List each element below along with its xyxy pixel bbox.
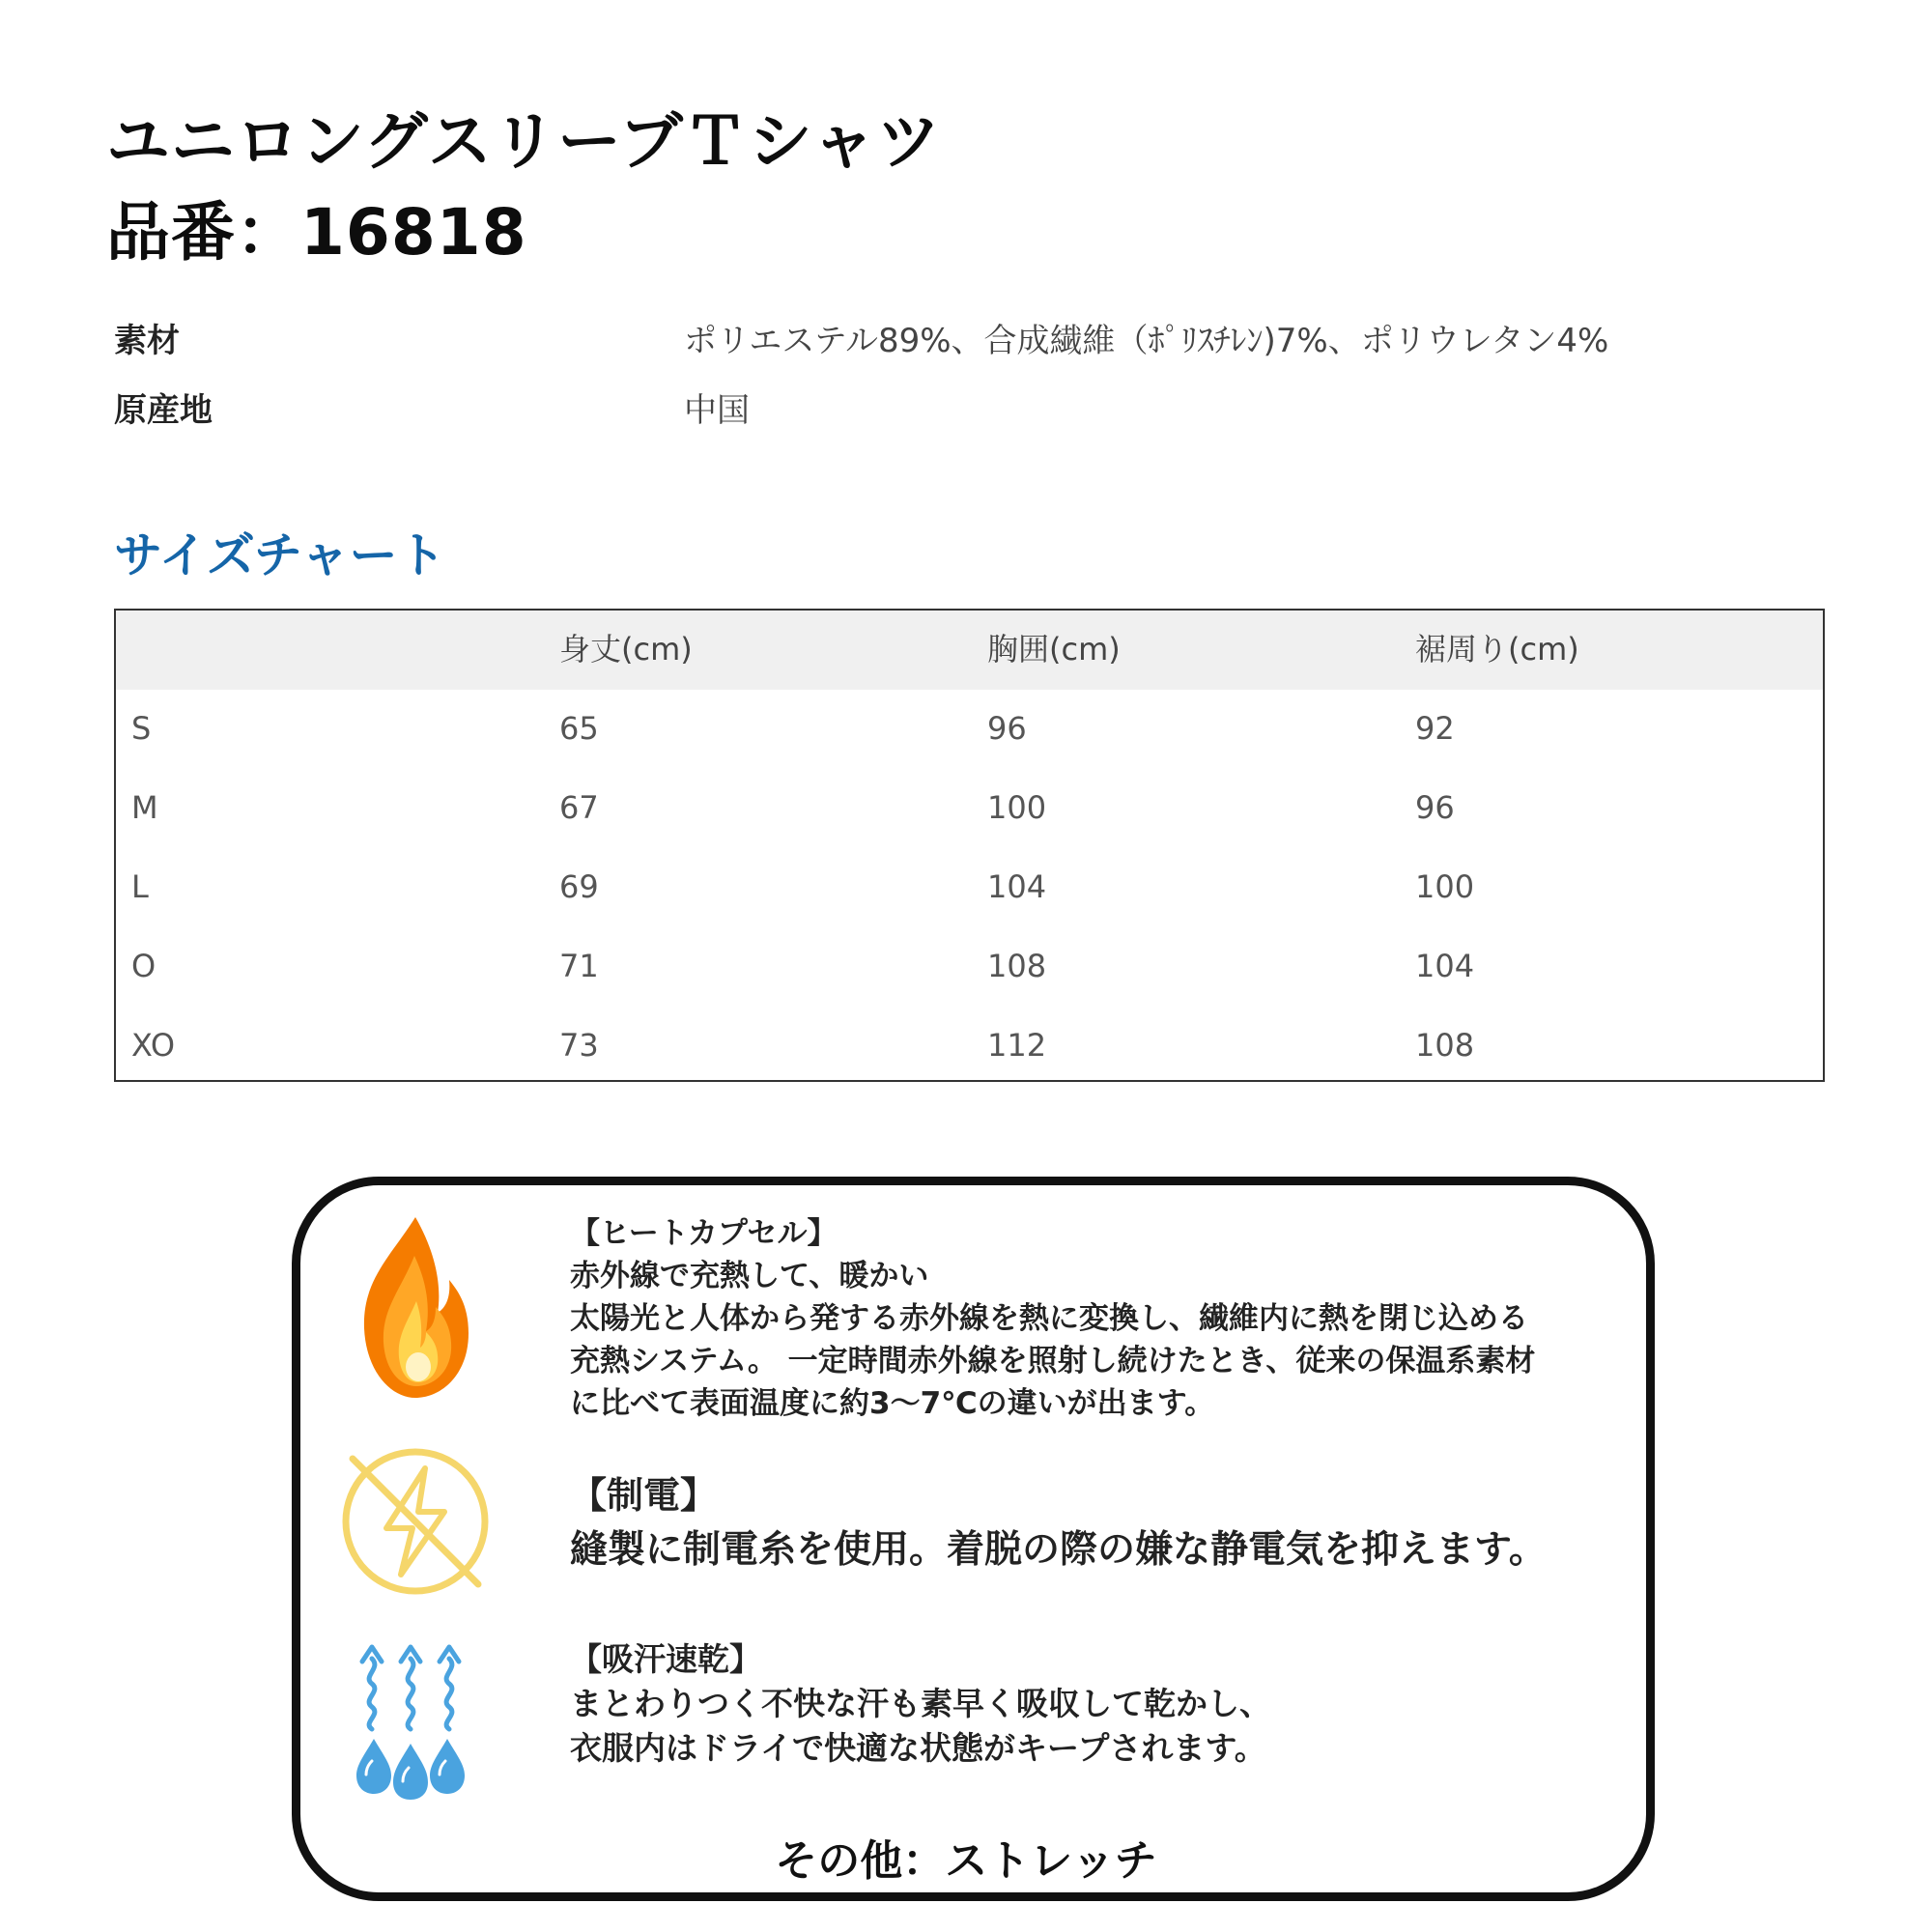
column-header: 胸囲(cm) [987,631,1121,668]
table-row [116,1007,1823,1084]
size-cell: S [131,710,152,747]
chest-cell: 112 [987,1027,1047,1064]
length-cell: 65 [559,710,599,747]
size-chart-table [114,609,1825,1082]
feature-description: 充熱システム。 一定時間赤外線を照射し続けたとき、従来の保温系素材 [570,1344,1536,1378]
feature-heat-capsule-text [570,1212,1535,1425]
table-row [116,690,1823,767]
size-cell: O [131,948,156,984]
hem-cell: 96 [1415,789,1455,826]
feature-description: 衣服内はドライで快適な状態がキープされます。 [570,1729,1266,1767]
length-cell: 69 [559,868,599,905]
chest-cell: 96 [987,710,1027,747]
column-header: 裾周り(cm) [1415,631,1579,668]
other-feature-text: その他：ストレッチ [775,1836,1157,1886]
feature-antistatic-text [570,1468,1547,1578]
product-title-block [106,97,941,278]
table-row [116,927,1823,1005]
size-cell: M [131,789,158,826]
feature-subheading: 赤外線で充熱して、暖かい [570,1259,929,1293]
spec-label: 原産地 [114,391,213,430]
chest-cell: 104 [987,868,1047,905]
table-header-row [116,611,1823,690]
feature-heading: 【吸汗速乾】 [570,1640,761,1678]
spec-value: ポリエステル89%、合成繊維（ﾎﾟﾘｽﾁﾚﾝ)7%、ポリウレタン4% [684,322,1609,360]
length-cell: 71 [559,948,599,984]
moisture-wicking-icon [353,1637,469,1802]
chest-cell: 100 [987,789,1047,826]
hem-cell: 92 [1415,710,1455,747]
table-row [116,769,1823,846]
size-chart-heading: サイズチャート [114,527,446,583]
feature-heading: 【制電】 [570,1474,718,1517]
hem-cell: 104 [1415,948,1475,984]
feature-description: 縫製に制電糸を使用。着脱の際の嫌な静電気を抑えます。 [570,1528,1547,1572]
feature-description: に比べて表面温度に約3〜7℃の違いが出ます。 [570,1386,1215,1421]
flame-icon [353,1212,478,1406]
hem-cell: 100 [1415,868,1475,905]
product-name: ユニロングスリーブＴシャツ [106,104,942,179]
chest-cell: 108 [987,948,1047,984]
size-cell: L [131,868,149,905]
size-cell: XO [131,1027,176,1064]
feature-description: 太陽光と人体から発する赤外線を熱に変換し、繊維内に熱を閉じ込める [570,1301,1528,1336]
column-header: 身丈(cm) [559,631,693,668]
feature-description: まとわりつく不快な汗も素早く吸収して乾かし、 [570,1685,1271,1722]
hem-cell: 108 [1415,1027,1475,1064]
table-row [116,848,1823,925]
feature-heading: 【ヒートカプセル】 [570,1216,838,1251]
spec-label: 素材 [114,322,180,360]
length-cell: 67 [559,789,599,826]
no-static-icon [333,1439,497,1604]
feature-quick-dry-text [570,1637,1271,1771]
product-number: 品番：16818 [106,195,527,270]
length-cell: 73 [559,1027,599,1064]
spec-value: 中国 [684,391,750,430]
